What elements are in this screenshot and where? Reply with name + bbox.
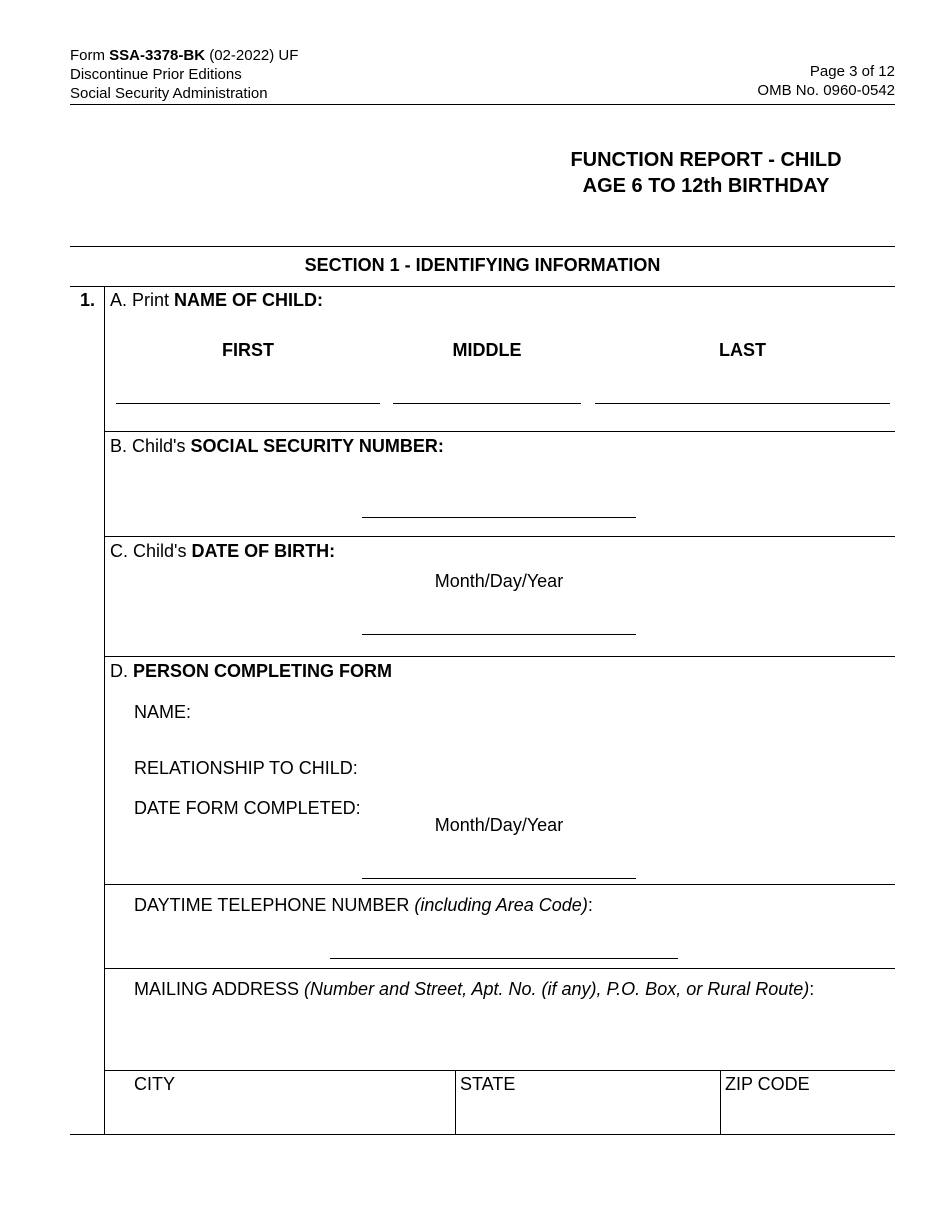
agency-name: Social Security Administration xyxy=(70,85,268,102)
section-heading-rule xyxy=(70,286,895,287)
phone-field[interactable] xyxy=(330,958,678,959)
relationship-label: RELATIONSHIP TO CHILD: xyxy=(134,758,358,778)
relationship-field[interactable] xyxy=(375,752,890,782)
header-divider xyxy=(70,104,895,105)
city-label: CITY xyxy=(134,1074,176,1094)
state-zip-divider xyxy=(720,1070,721,1135)
date-completed-label: DATE FORM COMPLETED: xyxy=(134,798,361,818)
omb-number: OMB No. 0960-0542 xyxy=(757,82,895,99)
name-of-child-label: A. Print NAME OF CHILD: xyxy=(110,290,324,310)
row-divider-c xyxy=(105,656,895,657)
date-completed-hint: Month/Day/Year xyxy=(434,815,564,835)
state-label: STATE xyxy=(460,1074,516,1094)
middle-name-field[interactable] xyxy=(393,403,581,404)
city-state-divider xyxy=(455,1070,456,1135)
row-divider-d xyxy=(105,884,895,885)
last-name-field[interactable] xyxy=(595,403,890,404)
section-top-rule xyxy=(70,246,895,247)
last-name-label: LAST xyxy=(719,340,766,360)
page-number: Page 3 of 12 xyxy=(809,63,895,80)
section-bottom-rule xyxy=(70,1134,895,1135)
first-name-field[interactable] xyxy=(116,403,380,404)
row-divider-address xyxy=(105,1070,895,1071)
dob-date-hint: Month/Day/Year xyxy=(434,571,564,591)
completer-name-field[interactable] xyxy=(200,696,890,726)
zip-field[interactable] xyxy=(722,1098,894,1132)
phone-label: DAYTIME TELEPHONE NUMBER (including Area Code): xyxy=(134,895,593,915)
row-divider-phone xyxy=(105,968,895,969)
person-completing-label: D. PERSON COMPLETING FORM xyxy=(110,661,393,681)
state-field[interactable] xyxy=(457,1098,718,1132)
editions-note: Discontinue Prior Editions xyxy=(70,66,242,83)
item-number: 1. xyxy=(80,290,96,310)
mailing-address-label: MAILING ADDRESS (Number and Street, Apt. No. (if any), P.O. Box, or Rural Route): xyxy=(134,979,815,999)
row-divider-b xyxy=(105,536,895,537)
date-completed-field[interactable] xyxy=(362,878,636,879)
item-vertical-rule xyxy=(104,287,105,1135)
dob-field[interactable] xyxy=(362,634,636,635)
form-identifier: Form SSA-3378-BK (02-2022) UF xyxy=(70,47,299,64)
row-divider-a xyxy=(105,431,895,432)
city-field[interactable] xyxy=(106,1098,453,1132)
form-title: FUNCTION REPORT - CHILD AGE 6 TO 12th BIRTHDAY xyxy=(570,149,842,197)
zip-label: ZIP CODE xyxy=(725,1074,810,1094)
ssn-field[interactable] xyxy=(362,517,636,518)
middle-name-label: MIDDLE xyxy=(452,340,522,360)
completer-name-label: NAME: xyxy=(134,702,192,722)
form-number: SSA-3378-BK xyxy=(109,47,206,64)
dob-label: C. Child's DATE OF BIRTH: xyxy=(110,541,336,561)
mailing-address-field[interactable] xyxy=(134,1004,890,1064)
ssn-label: B. Child's SOCIAL SECURITY NUMBER: xyxy=(110,436,444,456)
section-heading: SECTION 1 - IDENTIFYING INFORMATION xyxy=(304,255,661,275)
first-name-label: FIRST xyxy=(222,340,274,360)
